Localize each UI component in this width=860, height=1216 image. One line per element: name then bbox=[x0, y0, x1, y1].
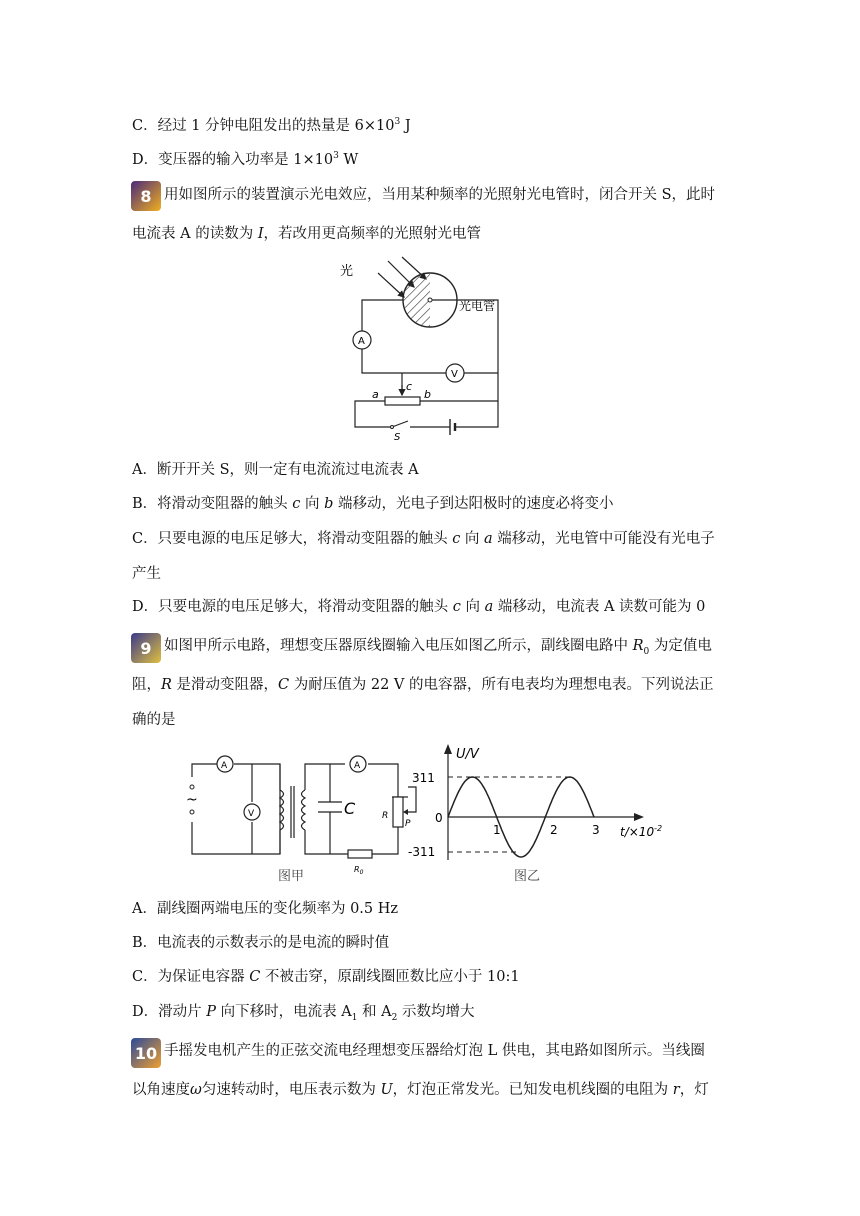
q9-option-c: C．为保证电容器 C 不被击穿，原副线圈匝数比应小于 10:1 bbox=[132, 969, 520, 985]
ammeter-a2-label: A bbox=[354, 761, 361, 771]
voltmeter-label: V bbox=[248, 809, 255, 819]
question-9-badge: 9 bbox=[131, 633, 161, 663]
q8-option-c-line2: 产生 bbox=[132, 566, 161, 582]
ammeter-a1-label: A bbox=[221, 761, 228, 771]
voltmeter-label: V bbox=[451, 369, 458, 380]
q8-option-a: A．断开开关 S，则一定有电流流过电流表 A bbox=[132, 462, 419, 478]
question-8-badge: 8 bbox=[131, 181, 161, 211]
rheostat-icon bbox=[385, 397, 420, 405]
figure-b-caption: 图乙 bbox=[514, 869, 541, 884]
q10-stem-line1: 手摇发电机产生的正弦交流电经理想变压器给灯泡 L 供电，其电路如图所示。当线圈 bbox=[164, 1043, 705, 1059]
photoelectric-circuit-diagram bbox=[330, 255, 530, 445]
q9-stem-line2: 阻，R 是滑动变阻器，C 为耐压值为 22 V 的电容器，所有电表均为理想电表。下列说法正 bbox=[132, 677, 714, 693]
tick-3-label: 3 bbox=[592, 823, 600, 837]
rheostat-label: R bbox=[382, 811, 389, 821]
ammeter-label: A bbox=[358, 336, 365, 347]
tick-1-label: 1 bbox=[493, 823, 501, 837]
q9-figure bbox=[180, 742, 680, 890]
capacitor-label: C bbox=[344, 799, 356, 818]
q10-stem-line2: 以角速度ω匀速转动时，电压表示数为 U，灯泡正常发光。已知发电机线圈的电阻为 r，灯 bbox=[132, 1082, 709, 1098]
ac-source-icon: ~ bbox=[186, 792, 198, 808]
slider-c-label: c bbox=[406, 380, 413, 393]
q9-option-d: D．滑动片 P 向下移时，电流表 $A_1$ 和 $A_2$ 示数均增大 bbox=[132, 1004, 475, 1023]
y-min-label: -311 bbox=[408, 845, 436, 859]
cathode-hatch bbox=[403, 273, 430, 327]
slider-p-label: P bbox=[405, 819, 411, 829]
voltage-waveform-graph bbox=[408, 744, 662, 860]
q8-stem-line2: 电流表 A 的读数为 I，若改用更高频率的光照射光电管 bbox=[132, 226, 482, 242]
q7-option-c: C．经过 1 分钟电阻发出的热量是 $6\times 10^3$ J bbox=[132, 117, 411, 134]
question-10-badge: 10 bbox=[131, 1038, 161, 1068]
q9-stem-line3: 确的是 bbox=[132, 712, 176, 728]
x-axis-label: $t/\times 10^{-2}$ bbox=[620, 824, 663, 839]
q8-circuit-figure bbox=[330, 255, 530, 445]
phototube-label: 光电管 bbox=[459, 299, 496, 313]
q8-option-d: D．只要电源的电压足够大，将滑动变阻器的触头 c 向 a 端移动，电流表 A 读数可能为 0 bbox=[132, 599, 706, 615]
switch-icon bbox=[392, 421, 408, 427]
rheostat-icon bbox=[393, 797, 403, 827]
q7-option-d: D．变压器的输入功率是 $1\times 10^3$ W bbox=[132, 151, 359, 168]
slider-arrow-icon bbox=[403, 809, 408, 815]
light-label: 光 bbox=[340, 264, 354, 279]
tick-2-label: 2 bbox=[550, 823, 558, 837]
fixed-resistor-label: $R_0$ bbox=[354, 865, 364, 876]
transformer-and-waveform-diagram bbox=[180, 742, 680, 890]
q8-stem-line1: 用如图所示的装置演示光电效应，当用某种频率的光照射光电管时，闭合开关 S，此时 bbox=[164, 187, 716, 203]
q9-option-b: B．电流表的示数表示的是电流的瞬时值 bbox=[132, 935, 390, 951]
q8-option-c: C．只要电源的电压足够大，将滑动变阻器的触头 c 向 a 端移动，光电管中可能没有光电子 bbox=[132, 531, 715, 547]
terminal-a-label: a bbox=[372, 388, 379, 401]
q9-option-a: A．副线圈两端电压的变化频率为 0.5 Hz bbox=[132, 901, 399, 917]
origin-label: 0 bbox=[435, 811, 443, 825]
q9-stem-line1: 如图甲所示电路，理想变压器原线圈输入电压如图乙所示，副线圈电路中 $R_0$ 为定值电 bbox=[164, 638, 712, 657]
transformer-icon bbox=[280, 764, 348, 854]
y-axis-label: U/V bbox=[456, 747, 479, 762]
figure-a-caption: 图甲 bbox=[278, 869, 305, 884]
q8-option-b: B．将滑动变阻器的触头 c 向 b 端移动，光电子到达阳极时的速度必将变小 bbox=[132, 496, 614, 512]
switch-label: S bbox=[394, 432, 401, 443]
y-max-label: 311 bbox=[412, 771, 435, 785]
fixed-resistor-icon bbox=[348, 850, 372, 858]
terminal-b-label: b bbox=[424, 388, 431, 401]
